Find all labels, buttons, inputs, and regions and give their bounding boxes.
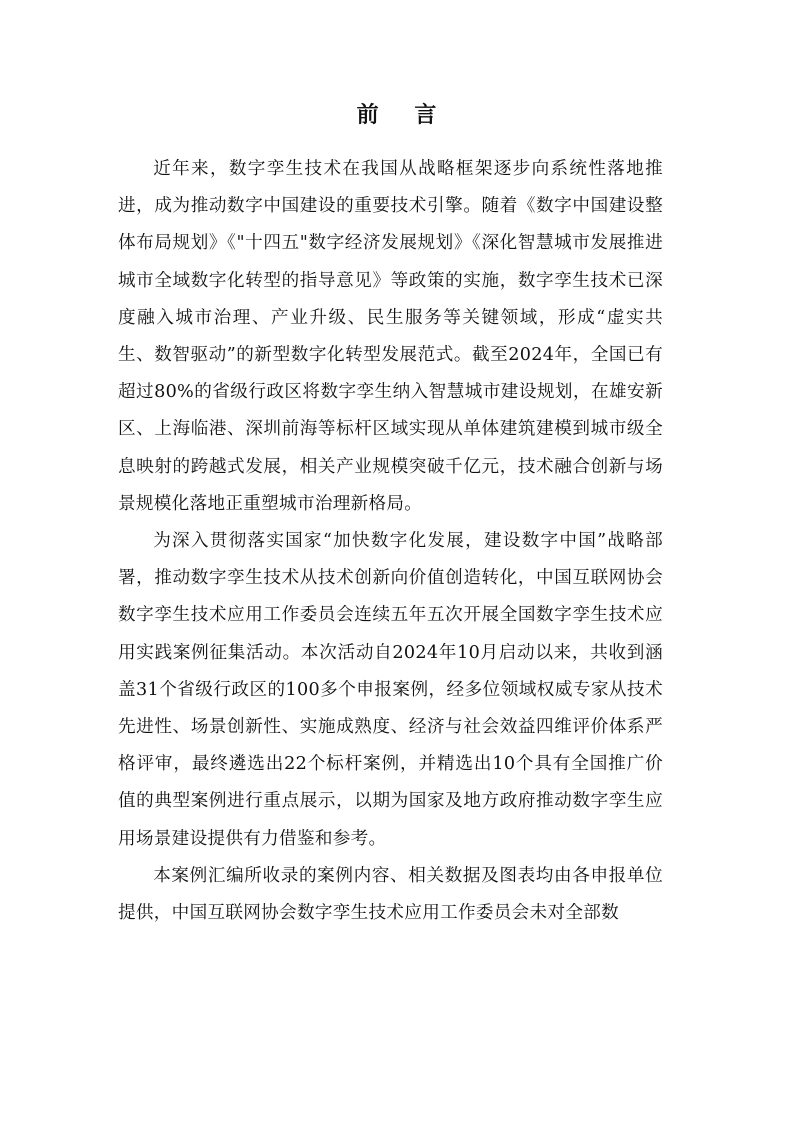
body-text bbox=[118, 151, 663, 932]
paragraph-3: 本案例汇编所收录的案例内容、相关数据及图表均由各申报单位提供，中国互联网协会数字孪生技术应用工作委员会未对全部数 bbox=[118, 865, 663, 924]
page-title: 前 言 bbox=[356, 103, 451, 128]
paragraph-2: 为深入贯彻落实国家“加快数字化发展，建设数字中国”战略部署，推动数字孪生技术从技术创新向价值创造转化，中国互联网协会数字孪生技术应用工作委员会连续五年五次开展全国数字孪生技术应用实践案例征集活动。本次活动自2024年10月启动以来，共收到涵盖31个省级行政区的100多个申报案例，经多位领域权威专家从技术先进性、场景创新性、实施成熟度、经济与社会效益四维评价体系严格评审，最终遴选出22个标杆案例，并精选出10个具有全国推广价值的典型案例进行重点展示，以期为国家及地方政府推动数字孪生应用场景建设提供有力借鉴和参考。 bbox=[118, 531, 663, 849]
paragraph-1: 近年来，数字孪生技术在我国从战略框架逐步向系统性落地推进，成为推动数字中国建设的重要技术引擎。随着《数字中国建设整体布局规划》《"十四五"数字经济发展规划》《深化智慧城市发展推进城市全域数字化转型的指导意见》等政策的实施，数字孪生技术已深度融入城市治理、产业升级、民生服务等关键领域，形成“虚实共生、数智驱动”的新型数字化转型发展范式。截至2024年，全国已有超过80%的省级行政区将数字孪生纳入智慧城市建设规划，在雄安新区、上海临港、深圳前海等标杆区域实现从单体建筑建模到城市级全息映射的跨越式发展，相关产业规模突破千亿元，技术融合创新与场景规模化落地正重塑城市治理新格局。 bbox=[118, 159, 663, 514]
